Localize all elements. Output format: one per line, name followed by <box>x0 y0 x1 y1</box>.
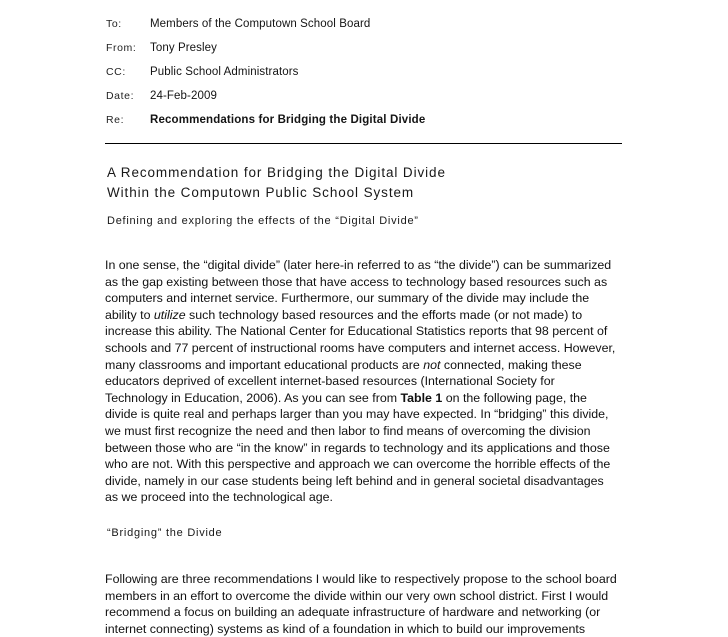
memo-row-re <box>106 114 622 138</box>
memo-label-cc: CC: <box>106 66 126 78</box>
memo-row-to <box>106 18 622 42</box>
paragraph-1-segment-3: connected, making these educators deprived of excellent internet-based resources (International Society for Technology in Education, 2006). As you can see from <box>105 357 582 405</box>
body-paragraph-1 <box>105 257 617 506</box>
paragraph-1-segment-1: In one sense, the “digital divide” (later here-in referred to as “the divide”) can be summarized as the gap existing between those that have access to technology based resources such as computers and internet service. Furthermore, our summary of the divide may include the ability to <box>105 258 612 322</box>
header-divider-rule <box>105 143 622 144</box>
memo-label-to: To: <box>106 18 122 30</box>
subheading-defining-effects: Defining and exploring the effects of the “Digital Divide” <box>107 215 419 227</box>
memo-value-cc: Public School Administrators <box>150 66 299 78</box>
memo-label-from: From: <box>106 42 137 54</box>
memo-value-re: Recommendations for Bridging the Digital Divide <box>150 114 426 126</box>
document-title-line-1: A Recommendation for Bridging the Digital Divide <box>107 165 446 180</box>
memo-row-from <box>106 42 622 66</box>
paragraph-1-segment-2: such technology based resources and the efforts made (or not made) to increase this ability. The National Center for Educational Statistics reports that 98 percent of schools and 77 percent of instructional rooms have computers and internet access. However, many classrooms and important educational products are <box>105 307 616 372</box>
memo-value-date: 24-Feb-2009 <box>150 90 217 102</box>
paragraph-1-table-reference: Table 1 <box>400 390 443 405</box>
document-title-line-2: Within the Computown Public School System <box>107 185 415 200</box>
section-heading-bridging-the-divide: “Bridging” the Divide <box>107 527 223 539</box>
memo-header <box>106 18 622 138</box>
memo-row-date <box>106 90 622 114</box>
paragraph-2-text: Following are three recommendations I would like to respectively propose to the school board members in an effort to overcome the divide within our very own school district. First I would recommend a focus on building an adequate infrastructure of hardware and networking (or internet connecting) systems as kind of a foundation in which to build our improvements <box>105 572 617 636</box>
paragraph-1-emphasis-utilize: utilize <box>153 307 186 322</box>
body-paragraph-2 <box>105 571 617 637</box>
memo-row-cc <box>106 66 622 90</box>
memo-value-from: Tony Presley <box>150 42 218 54</box>
memo-label-re: Re: <box>106 114 125 126</box>
document-title <box>107 163 627 203</box>
paragraph-1-segment-4: on the following page, the divide is quite real and perhaps larger than you may have expected. In “bridging” this divide, we must first recognize the need and then labor to find means of overcoming the division between those who are “in the know” in regards to technology and its applications and those who are not. With this perspective and approach we can overcome the horrible effects of the divide, namely in our case students being left behind and in general societal disadvantages as we proceed into the technological age. <box>105 390 611 505</box>
memo-value-to: Members of the Computown School Board <box>150 18 371 30</box>
memo-label-date: Date: <box>106 90 135 102</box>
paragraph-1-emphasis-not: not <box>423 357 441 372</box>
